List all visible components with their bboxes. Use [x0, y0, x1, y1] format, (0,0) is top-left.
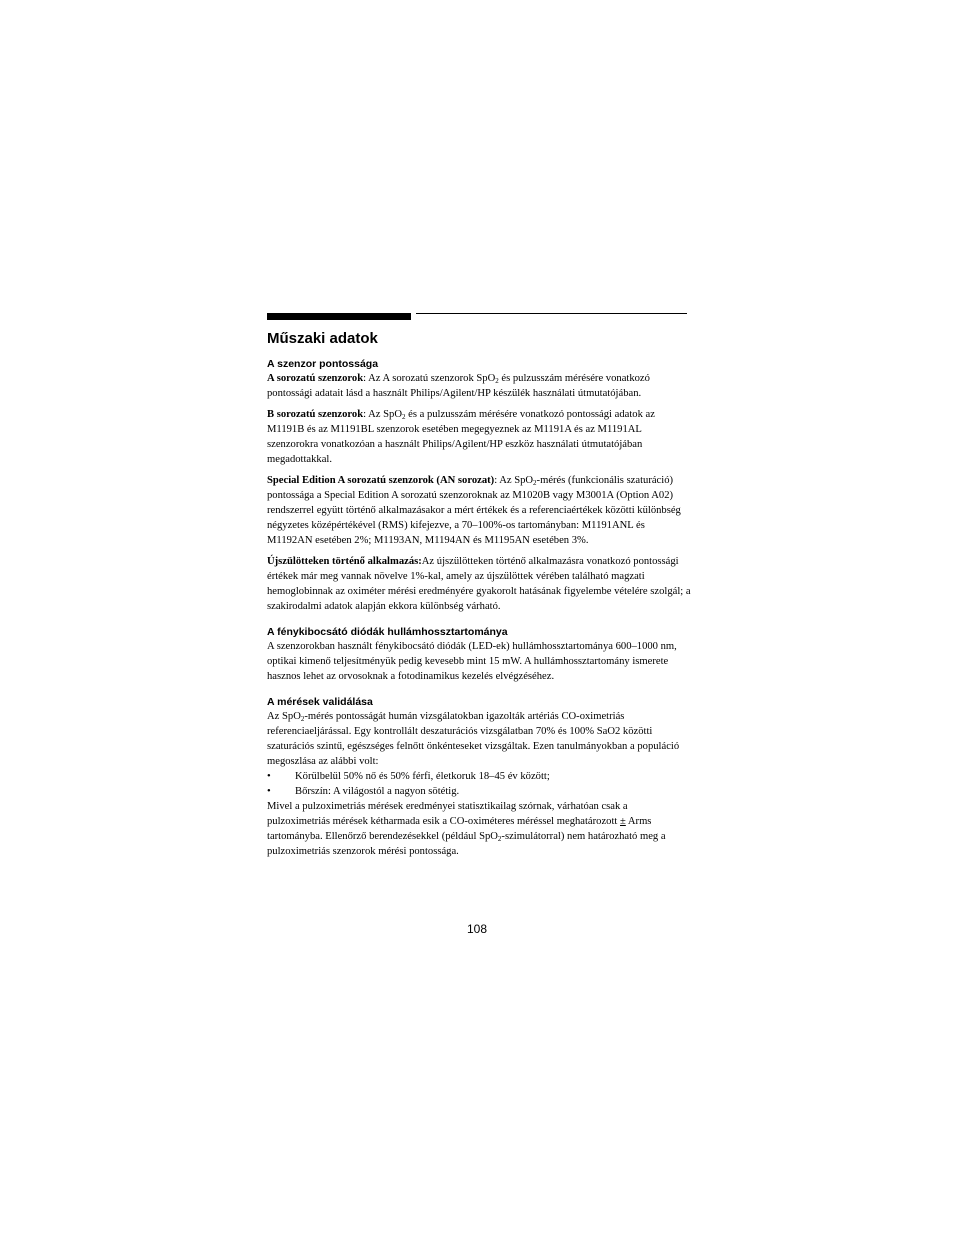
header-rule-thick: [267, 313, 411, 320]
page-title: Műszaki adatok: [267, 330, 378, 347]
subscript: 2: [495, 377, 499, 385]
population-list: [267, 769, 691, 799]
list-item: [267, 769, 691, 784]
list-item-text: Körülbelül 50% nő és 50% férfi, életkoruk 18–45 év között;: [295, 771, 550, 782]
subscript: 2: [300, 715, 305, 723]
header-rule-thin: [416, 313, 687, 314]
paragraph-b-series: [267, 407, 691, 467]
bullet-icon: •: [267, 771, 271, 782]
paragraph-text: -mérés (funkcionális szaturáció) pontossága a Special Edition A sorozatú szenzoroknak az M1020B vagy M3001A (Option A02) rendszerrel együtt történő alkalmazásakor a mért értékek és a referenciaértékek közötti különbség négyzetes középértékével (RMS) kifejezve, a 70–100%-os tartományban: M1191ANL és M1192AN esetében 2%; M1193AN, M1194AN és M1195AN esetében 3%.: [267, 475, 681, 546]
paragraph-text: -mérés pontosságát humán vizsgálatokban igazolták artériás CO-oximetriás referenciaeljárással. Egy kontrollált deszaturációs vizsgálatban 70% és 100% SaO2 közötti szaturációs szintű, egészséges felnőtt önkénteseket vizsgáltak. Ezen tanulmányokban a populáció megoszlása az alábbi volt:: [267, 711, 680, 767]
page-content: [267, 329, 691, 865]
paragraph-text: -szimulátorral) nem határozható meg a pulzoximetriás szenzorok mérési pontossága.: [267, 831, 666, 857]
paragraph-neonatal: [267, 554, 691, 614]
paragraph-text: : Az SpO: [494, 475, 534, 486]
paragraph-statistical-note: [267, 799, 691, 859]
list-item: [267, 784, 691, 799]
paragraph-special-edition: [267, 473, 691, 548]
section-heading-led-wavelength: A fénykibocsátó diódák hullámhossztartománya: [267, 626, 508, 638]
subscript: 2: [497, 835, 502, 843]
paragraph-text: : Az A sorozatú szenzorok SpO: [363, 373, 496, 384]
plus-minus-symbol: ±: [620, 816, 626, 827]
paragraph-text: Arms tartományba. Ellenőrző berendezésekkel (például SpO: [267, 816, 652, 842]
paragraph-lead: Special Edition A sorozatú szenzorok (AN sorozat): [267, 475, 495, 486]
list-item-text: Bőrszín: A világostól a nagyon sötétig.: [295, 786, 460, 797]
bullet-icon: •: [267, 786, 271, 797]
paragraph-text: Mivel a pulzoximetriás mérések eredményei statisztikailag szórnak, várhatóan csak a pulzoximetriás mérések kétharmada esik a CO-oximéteres méréssel meghatározott: [267, 801, 628, 827]
paragraph-lead: B sorozatú szenzorok: [267, 409, 364, 420]
section-heading-validation: A mérések validálása: [267, 696, 373, 708]
section-heading-sensor-accuracy: A szenzor pontossága: [267, 358, 379, 370]
subscript: 2: [401, 413, 406, 421]
paragraph-lead: Újszülötteken történő alkalmazás:: [267, 556, 422, 567]
paragraph-led-wavelength: A szenzorokban használt fénykibocsátó diódák (LED-ek) hullámhossztartománya 600–1000 nm, optikai kimenő teljesítményük pedig kevesebb mint 15 mW. A hullámhossztartomány ismerete hasznos lehet az orvosoknak a fotodinamikus kezelés elvégzéséhez.: [267, 641, 677, 682]
paragraph-a-series: [267, 371, 691, 401]
subscript: 2: [533, 479, 537, 487]
page-number: 108: [466, 922, 488, 936]
paragraph-validation: [267, 709, 691, 769]
paragraph-text: Az újszülötteken történő alkalmazásra vonatkozó pontossági értékek már meg vannak növelve 1%-kal, amely az újszülöttek vérében található magzati hemoglobinnak az oximéter mérési eredményére gyakorolt hatásának figyelembe vételére szolgál; a szakirodalmi adatok alapján ekkora különbség várható.: [267, 556, 691, 612]
paragraph-text: Az SpO: [267, 711, 301, 722]
paragraph-text: és a pulzusszám mérésére vonatkozó pontossági adatok az M1191B és az M1191BL szenzorok esetében megegyeznek az M1191A és az M1191AL szenzorokra vonatkozóan a használt Philips/Agilent/HP eszköz használati útmutatójában megadottakkal.: [267, 409, 655, 465]
paragraph-text: és pulzusszám mérésére vonatkozó pontossági adatait lásd a használt Philips/Agilent/HP készülék használati útmutatójában.: [267, 373, 650, 399]
paragraph-lead: A sorozatú szenzorok: [267, 373, 364, 384]
paragraph-text: : Az SpO: [363, 409, 402, 420]
